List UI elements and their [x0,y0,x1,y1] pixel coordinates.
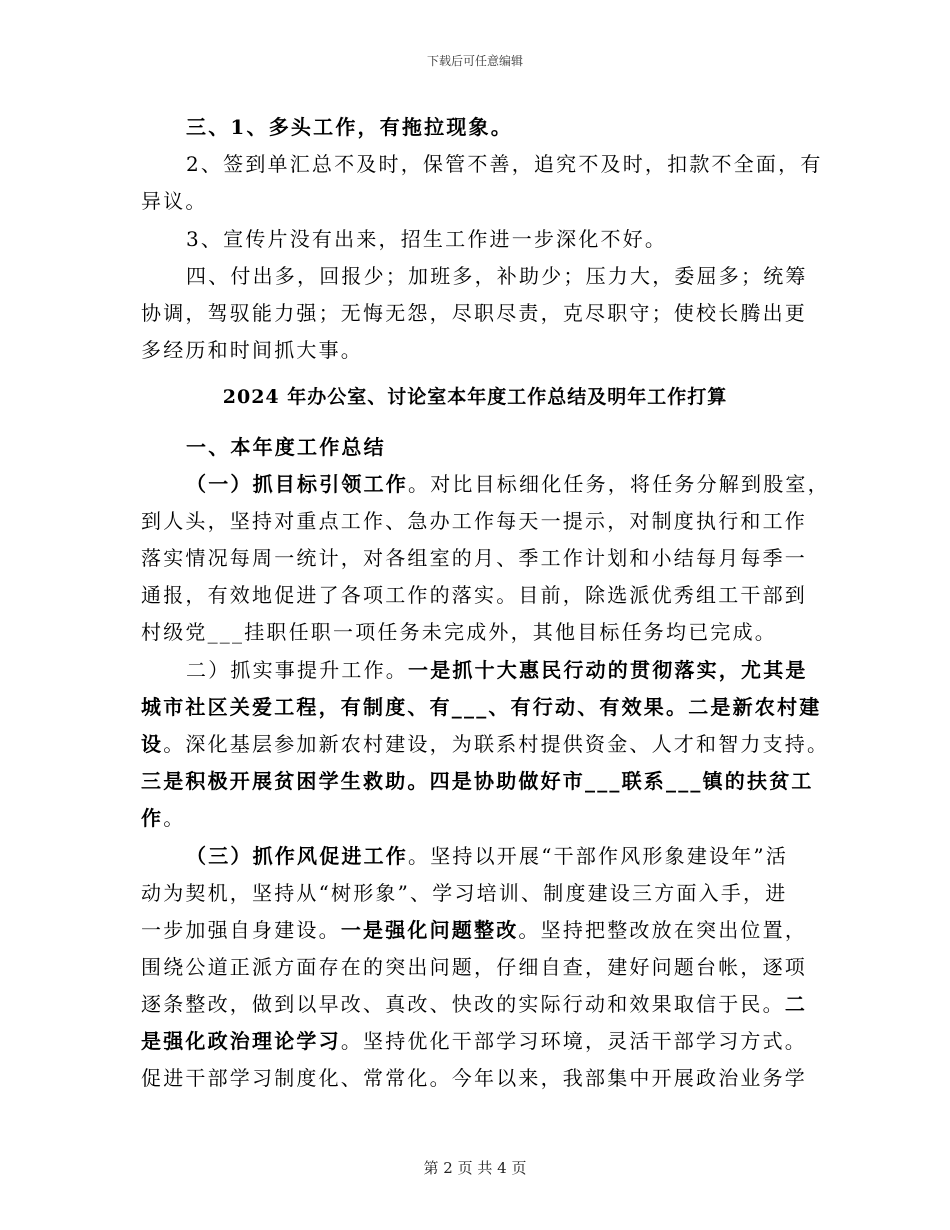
paragraph-line: 四、付出多，回报少；加班多，补助少；压力大，委屈多；统筹 [186,264,808,288]
paragraph-line [186,655,808,685]
text-run-bold: 是强化政治理论学习 [141,1029,341,1053]
paragraph-line: 3、宣传片没有出来，招生工作进一步深化不好。 [186,227,668,251]
text-run: 。坚持以开展“干部作风形象建设年”活 [408,844,789,868]
subheading: （三）抓作风促进工作 [186,844,408,868]
paragraph-line [141,989,807,1019]
paragraph-line: 落实情况每周一统计，对各组室的月、季工作计划和小结每月每季一 [141,546,807,570]
paragraph-line: 三、1、多头工作，有拖拉现象。 [186,115,513,139]
paragraph-line: 2、签到单汇总不及时，保管不善，追究不及时，扣款不全面，有 [186,152,823,176]
paragraph-line: 多经历和时间抓大事。 [141,338,363,362]
paragraph-line: 村级党___挂职任职一项任务未完成外，其他目标任务均已完成。 [141,620,777,644]
paragraph-line [141,915,807,945]
text-run-bold: 一是抓十大惠民行动的贯彻落实，尤其是 [408,658,808,682]
paragraph-line: 协调，驾驭能力强；无悔无怨，尽职尽责，克尽职守；使校长腾出更 [141,301,807,325]
paragraph-line: 异议。 [141,189,208,213]
paragraph-line: 动为契机，坚持从“树形象”、学习培训、制度建设三方面入手，进 [141,881,788,905]
paragraph-line [141,729,829,759]
paragraph-line: 通报，有效地促进了各项工作的落实。目前，除选派优秀组工干部到 [141,583,807,607]
text-run-bold: 一是强化问题整改 [340,918,519,942]
text-run: 。深化基层参加新农村建设，为联系村提供资金、人才和智力支持。 [163,732,830,756]
paragraph-line [141,803,185,833]
paragraph-line: 促进干部学习制度化、常常化。今年以来，我部集中开展政治业务学 [141,1066,807,1090]
paragraph-line [141,1026,807,1056]
section-heading: 一、本年度工作总结 [186,435,386,459]
paragraph-line: 三是积极开展贫困学生救助。四是协助做好市___联系___镇的扶贫工 [141,769,814,793]
text-run: 二）抓实事提升工作。 [186,658,408,682]
text-run-bold: 二 [784,992,808,1016]
page-header-note: 下载后可任意编辑 [426,54,523,68]
text-run: 一步加强自身建设。 [141,918,341,942]
text-run: 。坚持优化干部学习环境，灵活干部学习方式。 [340,1029,808,1053]
paragraph-line [186,469,830,499]
text-run: 。 [163,806,186,830]
text-run-bold: 作 [141,806,164,830]
paragraph-line: 围绕公道正派方面存在的突出问题，仔细自查，建好问题台帐，逐项 [141,955,807,979]
text-run: 逐条整改，做到以早改、真改、快改的实际行动和效果取信于民。 [141,992,785,1016]
text-run: 。对比目标细化任务，将任务分解到股室， [408,472,830,496]
page-footer-number: 第 2 页 共 4 页 [423,1159,527,1177]
text-run-bold: 设 [141,732,164,756]
paragraph-line: 城市社区关爱工程，有制度、有___、有行动、有效果。二是新农村建 [141,695,822,719]
subheading: （一）抓目标引领工作 [186,472,408,496]
text-run: 。坚持把整改放在突出位置， [518,918,808,942]
paragraph-line [186,841,788,871]
document-title: 2024 年办公室、讨论室本年度工作总结及明年工作打算 [222,386,728,408]
paragraph-line: 到人头，坚持对重点工作、急办工作每天一提示，对制度执行和工作 [141,509,807,533]
